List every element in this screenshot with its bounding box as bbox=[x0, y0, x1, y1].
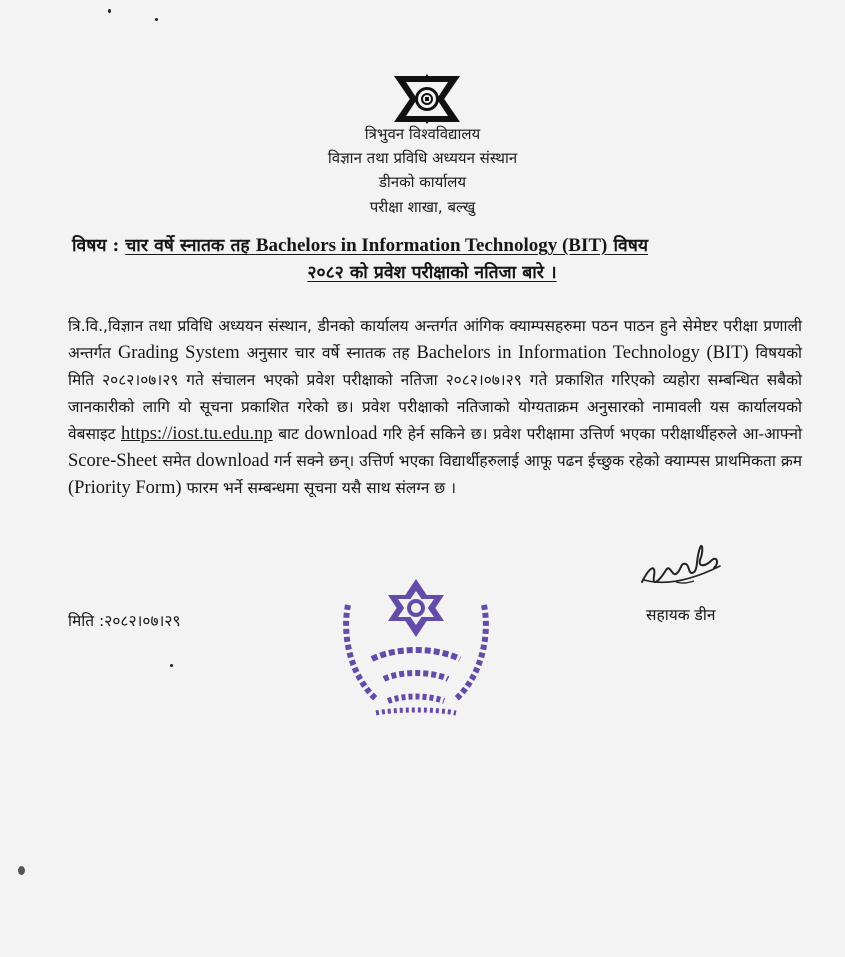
signature bbox=[636, 536, 728, 606]
subject-title: चार वर्षे स्नातक तह Bachelors in Information Technology (BIT) विषय bbox=[125, 235, 648, 256]
scan-speck bbox=[18, 866, 25, 875]
scan-speck bbox=[155, 18, 158, 21]
website-link[interactable]: https://iost.tu.edu.np bbox=[120, 424, 273, 444]
tu-logo-icon bbox=[386, 72, 468, 126]
signatory-title: सहायक डीन bbox=[646, 606, 716, 624]
subject-title-line2: २०८२ को प्रवेश परीक्षाको नतिजा बारे । bbox=[307, 263, 557, 283]
header-university: त्रिभुवन विश्वविद्यालय bbox=[364, 125, 481, 143]
header-institute: विज्ञान तथा प्रविधि अध्ययन संस्थान bbox=[327, 149, 518, 167]
notice-body: त्रि.वि.,विज्ञान तथा प्रविधि अध्ययन संस्थान, डीनको कार्यालय अन्तर्गत आंगिक क्याम्पसहरुमा पठन पाठन हुने सेमेष्टर परीक्षा प्रणाली अन्तर्गत Grading System अनुसार चार वर्षे स्नातक तह Bachelors in Information Technology (BIT) विषयको मिति २०८२।०७।२९ गते संचालन भएको प्रवेश परीक्षाको नतिजा २०८२।०७।२९ गते प्रकाशित गरिएको व्यहोरा सम्बन्धित सबैको जानकारीको लागि यो सूचना प्रकाशित गरेको छ। प्रवेश परीक्षाको नतिजाको योग्यताक्रम अनुसारको नामावली यस कार्यालयको वेबसाइट https://iost.tu.edu.np बाट download गरि हेर्न सकिने छ। प्रवेश परीक्षामा उत्तिर्ण भएका परीक्षार्थीहरुले आ-आफ्नो Score-Sheet समेत download गर्न सक्ने छन्। उत्तिर्ण भएका विद्यार्थीहरुलाई आफू पढन ईच्छुक रहेको क्याम्पस प्राथमिकता क्रम (Priority Form) फारम भर्ने सम्बन्धमा सूचना यसै साथ संलग्न छ । bbox=[68, 317, 803, 498]
header-section: परीक्षा शाखा, बल्खु bbox=[369, 198, 476, 216]
subject-heading bbox=[72, 232, 792, 287]
scan-speck bbox=[170, 664, 173, 667]
official-seal-icon bbox=[336, 575, 496, 725]
subject-label: विषय : bbox=[72, 236, 120, 256]
notice-date: मिति :२०८२।०७।२९ bbox=[68, 612, 181, 630]
header-office: डीनको कार्यालय bbox=[378, 173, 467, 191]
scan-speck bbox=[108, 9, 111, 13]
